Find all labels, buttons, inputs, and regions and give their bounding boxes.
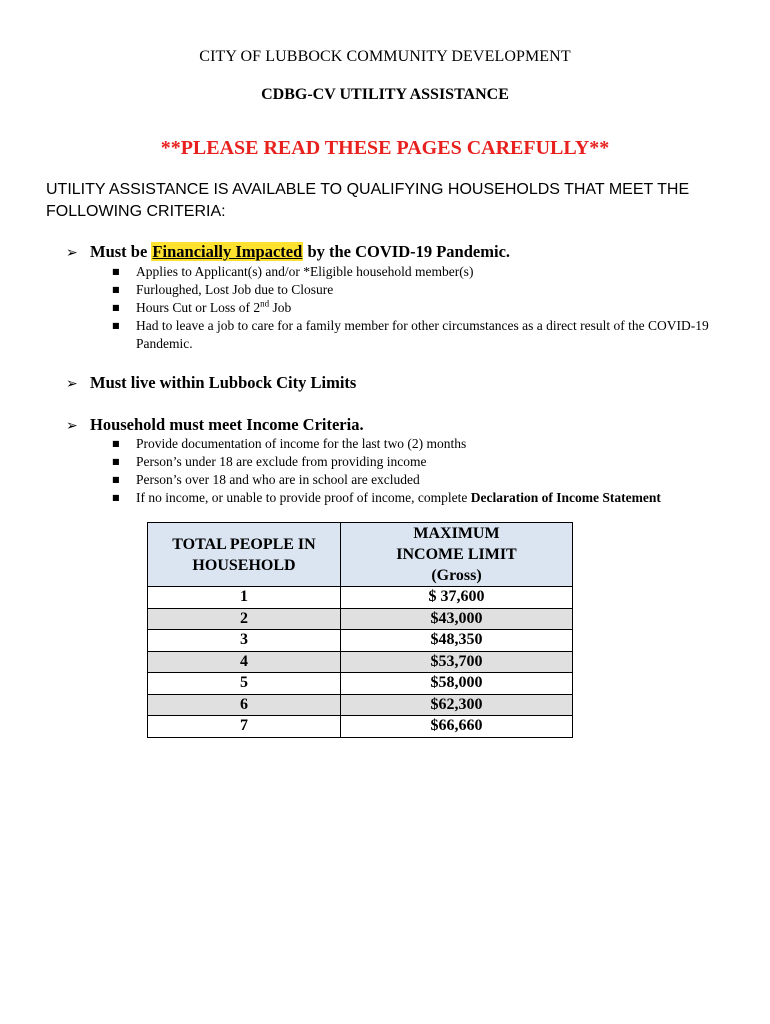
people-cell: 1 — [148, 587, 341, 609]
criterion-income: ➢ Household must meet Income Criteria. — [66, 415, 364, 434]
financial-bullet-list — [112, 263, 732, 353]
limit-cell: $ 37,600 — [341, 587, 573, 609]
table-row — [148, 608, 573, 630]
program-heading: CDBG-CV UTILITY ASSISTANCE — [261, 86, 509, 103]
arrow-bullet-icon: ➢ — [66, 376, 78, 392]
people-cell: 5 — [148, 673, 341, 695]
criterion-financial-suffix: by the COVID-19 Pandemic. — [307, 242, 511, 261]
people-cell: 6 — [148, 694, 341, 716]
criterion-financial — [66, 242, 510, 262]
list-item: ■ Had to leave a job to care for a family member for other circumstances as a direct result of the COVID-19 Pandemic. — [112, 318, 709, 351]
table-row — [148, 651, 573, 673]
list-item: ■ Hours Cut or Loss of 2nd Job — [112, 298, 292, 315]
column-header-people: TOTAL PEOPLE IN HOUSEHOLD — [148, 523, 341, 587]
people-cell: 3 — [148, 630, 341, 652]
list-item: ■ Person’s over 18 and who are in school are excluded — [112, 472, 420, 487]
limit-cell: $66,660 — [341, 716, 573, 738]
intro-text: UTILITY ASSISTANCE IS AVAILABLE TO QUALIFYING HOUSEHOLDS THAT MEET THE FOLLOWING CRITERIA: — [46, 181, 690, 220]
square-bullet-icon: ■ — [112, 303, 120, 312]
column-header-income-limit: MAXIMUM INCOME LIMIT (Gross) — [341, 523, 573, 587]
criterion-city-limits: ➢ Must live within Lubbock City Limits — [66, 373, 357, 392]
criterion-financial-prefix: Must be — [90, 242, 148, 261]
table-row — [148, 587, 573, 609]
table-header-row — [148, 523, 573, 587]
declaration-of-income-statement: Declaration of Income Statement — [470, 490, 661, 505]
limit-cell: $48,350 — [341, 630, 573, 652]
square-bullet-icon: ■ — [112, 475, 120, 484]
arrow-bullet-icon: ➢ — [66, 245, 78, 261]
square-bullet-icon: ■ — [112, 267, 120, 276]
limit-cell: $53,700 — [341, 651, 573, 673]
square-bullet-icon: ■ — [112, 439, 120, 448]
list-item: ■ Person’s under 18 are exclude from providing income — [112, 454, 427, 469]
list-item: ■ Applies to Applicant(s) and/or *Eligible household member(s) — [112, 264, 474, 279]
people-cell: 4 — [148, 651, 341, 673]
limit-cell: $58,000 — [341, 673, 573, 695]
table-row — [148, 694, 573, 716]
table-row — [148, 716, 573, 738]
arrow-bullet-icon: ➢ — [66, 418, 78, 434]
table-row — [148, 673, 573, 695]
square-bullet-icon: ■ — [112, 321, 120, 330]
income-bullet-list — [112, 435, 752, 507]
list-item: ■ If no income, or unable to provide proof of income, complete Declaration of Income Statement — [112, 490, 661, 505]
square-bullet-icon: ■ — [112, 285, 120, 294]
people-cell: 2 — [148, 608, 341, 630]
org-heading: CITY OF LUBBOCK COMMUNITY DEVELOPMENT — [199, 48, 571, 65]
warning-heading: **PLEASE READ THESE PAGES CAREFULLY** — [160, 137, 610, 159]
square-bullet-icon: ■ — [112, 493, 120, 502]
limit-cell: $62,300 — [341, 694, 573, 716]
list-item: ■ Furloughed, Lost Job due to Closure — [112, 282, 334, 297]
table-row — [148, 630, 573, 652]
people-cell: 7 — [148, 716, 341, 738]
financially-impacted-highlight: Financially Impacted — [152, 242, 303, 261]
list-item: ■ Provide documentation of income for the last two (2) months — [112, 436, 467, 451]
income-limit-table — [147, 522, 573, 738]
square-bullet-icon: ■ — [112, 457, 120, 466]
limit-cell: $43,000 — [341, 608, 573, 630]
